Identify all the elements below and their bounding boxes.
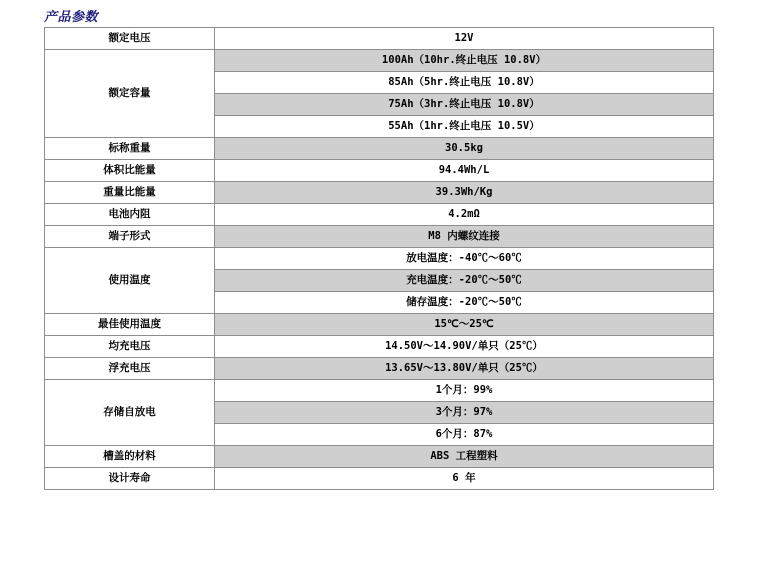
table-row — [45, 160, 714, 182]
row-label: 重量比能量 — [45, 182, 215, 204]
table-row — [45, 182, 714, 204]
table-row — [45, 468, 714, 490]
table-row — [45, 358, 714, 380]
row-label: 标称重量 — [45, 138, 215, 160]
row-value: 15℃～25℃ — [215, 314, 714, 336]
row-value: 39.3Wh/Kg — [215, 182, 714, 204]
row-value: 12V — [215, 28, 714, 50]
row-label: 最佳使用温度 — [45, 314, 215, 336]
table-row — [45, 226, 714, 248]
row-label: 设计寿命 — [45, 468, 215, 490]
page-title: 产品参数 — [44, 10, 99, 25]
table-body — [45, 28, 714, 490]
row-value: 4.2mΩ — [215, 204, 714, 226]
row-value: 94.4Wh/L — [215, 160, 714, 182]
row-value: 6个月：87% — [215, 424, 714, 446]
table-row — [45, 314, 714, 336]
table-row — [45, 248, 714, 270]
row-value: 放电温度：-40℃～60℃ — [215, 248, 714, 270]
row-value: 储存温度：-20℃～50℃ — [215, 292, 714, 314]
row-value: 3个月：97% — [215, 402, 714, 424]
row-value: 75Ah（3hr.终止电压 10.8V） — [215, 94, 714, 116]
row-label: 使用温度 — [45, 248, 215, 314]
row-value: 6 年 — [215, 468, 714, 490]
row-value: 55Ah（1hr.终止电压 10.5V） — [215, 116, 714, 138]
table-row — [45, 138, 714, 160]
row-label: 存储自放电 — [45, 380, 215, 446]
row-label: 端子形式 — [45, 226, 215, 248]
row-label: 电池内阻 — [45, 204, 215, 226]
row-label: 均充电压 — [45, 336, 215, 358]
table-row — [45, 380, 714, 402]
table-row — [45, 28, 714, 50]
row-label: 额定电压 — [45, 28, 215, 50]
row-label: 体积比能量 — [45, 160, 215, 182]
row-value: M8 内螺纹连接 — [215, 226, 714, 248]
row-label: 槽盖的材料 — [45, 446, 215, 468]
row-value: 85Ah（5hr.终止电压 10.8V） — [215, 72, 714, 94]
row-value: 14.50V～14.90V/单只（25℃） — [215, 336, 714, 358]
row-value: 30.5kg — [215, 138, 714, 160]
row-value: 1个月：99% — [215, 380, 714, 402]
table-row — [45, 336, 714, 358]
row-label: 额定容量 — [45, 50, 215, 138]
row-label: 浮充电压 — [45, 358, 215, 380]
table-row — [45, 204, 714, 226]
row-value: 100Ah（10hr.终止电压 10.8V） — [215, 50, 714, 72]
product-parameters-table — [44, 27, 714, 490]
row-value: 13.65V～13.80V/单只（25℃） — [215, 358, 714, 380]
table-row — [45, 50, 714, 72]
row-value: 充电温度：-20℃～50℃ — [215, 270, 714, 292]
row-value: ABS 工程塑料 — [215, 446, 714, 468]
table-row — [45, 446, 714, 468]
